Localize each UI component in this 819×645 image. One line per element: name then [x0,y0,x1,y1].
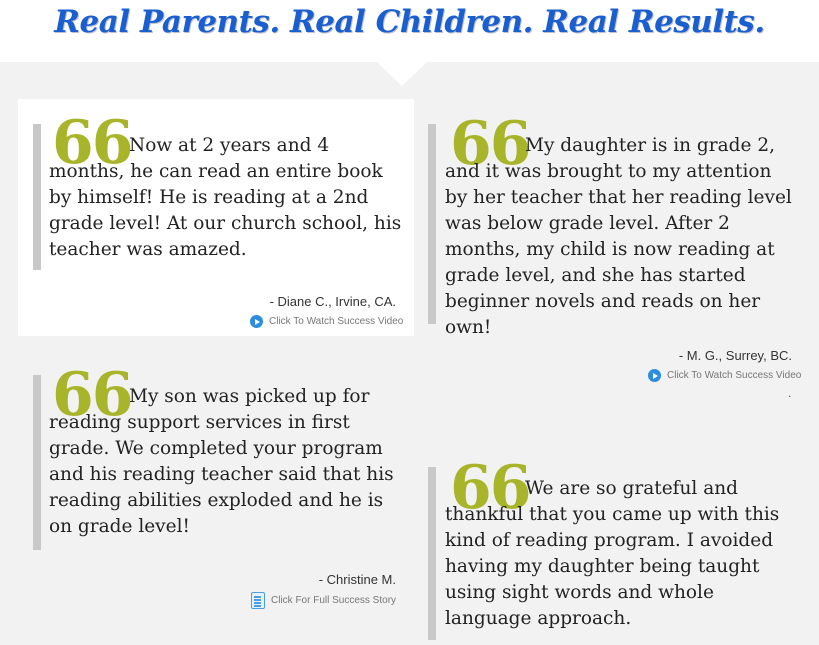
header [0,0,819,62]
page-headline: Real Parents. Real Children. Real Results. [54,4,765,40]
watch-video-link[interactable] [648,369,801,382]
testimonial-card-3 [33,360,413,620]
testimonial-text: My daughter is in grade 2, and it was brought to my attention by her teacher that her reading level was below grade level. After 2 months, my child is now reading at grade level, and she has started beginner novels and reads on her own! [445,135,792,338]
watch-video-label: Click To Watch Success Video [269,316,404,327]
trailing-dot: . [788,386,792,400]
testimonial-author: - Christine M. [318,572,396,587]
testimonial-author: - M. G., Surrey, BC. [678,348,792,363]
testimonial-text: My son was picked up for reading support services in first grade. We completed your program and his reading teacher said that his reading abilities exploded and he is on grade level! [49,386,394,537]
quote-mark-icon: 66 [52,360,132,430]
quote-bar [428,124,436,324]
watch-video-label: Click To Watch Success Video [667,370,802,381]
full-story-link[interactable] [251,592,396,609]
panel-notch [377,62,427,86]
document-icon [251,592,265,609]
full-story-label: Click For Full Success Story [271,595,397,606]
testimonial-card-2 [428,109,808,412]
testimonial-text: We are so grateful and thankful that you came up with this kind of reading program. I avoided having my daughter being taught using sight words and whole language approach. [445,478,780,629]
testimonial-card-4 [428,455,808,645]
quote-mark-icon: 66 [450,109,530,179]
quote-mark-icon: 66 [450,453,530,523]
quote-bar [33,124,41,270]
play-icon [250,315,263,328]
quote-bar [33,375,41,550]
testimonial-author: - Diane C., Irvine, CA. [269,294,396,309]
quote-mark-icon: 66 [52,108,132,178]
testimonial-card-1 [18,99,414,336]
play-icon [648,369,661,382]
quote-bar [428,467,436,640]
watch-video-link[interactable] [250,315,403,328]
testimonial-text: Now at 2 years and 4 months, he can read an entire book by himself! He is reading at a 2nd grade level! At our church school, his teacher was amazed. [49,135,402,260]
